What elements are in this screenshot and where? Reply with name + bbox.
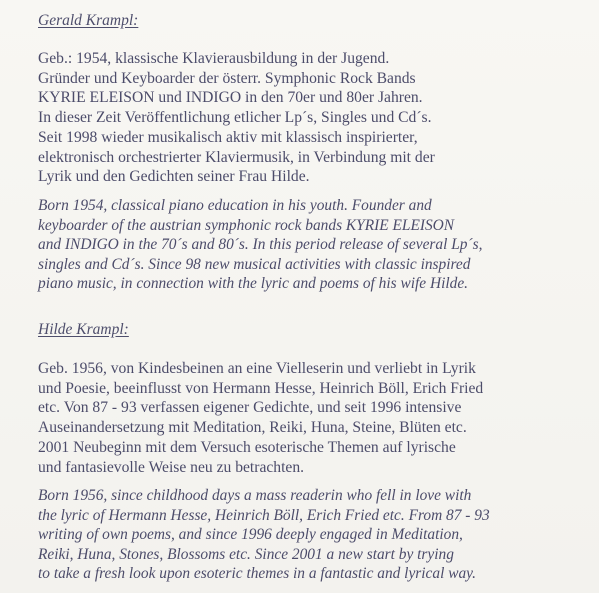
bio-line: and INDIGO in the 70´s and 80´s. In this period release of several Lp´s, <box>38 236 483 254</box>
bio-line: Geb. 1956, von Kindesbeinen an eine Vielleserin und verliebt in Lyrik <box>38 360 476 377</box>
hilde-english-bio <box>38 486 490 584</box>
bio-line: keyboarder of the austrian symphonic rock bands KYRIE ELEISON <box>38 216 455 234</box>
bio-line: singles and Cd´s. Since 98 new musical activities with classic inspired <box>38 255 471 273</box>
bio-line: Seit 1998 wieder musikalisch aktiv mit klassisch inspirierter, <box>38 128 418 146</box>
gerald-german-bio <box>38 49 435 187</box>
bio-line: Born 1956, since childhood days a mass readerin who fell in love with <box>38 487 472 504</box>
bio-line: Reiki, Huna, Stones, Blossoms etc. Since 2001 a new start by trying <box>38 545 454 563</box>
bio-line: elektronisch orchestrierter Klaviermusik, in Verbindung mit der <box>38 148 435 166</box>
hilde-german-bio <box>38 359 483 477</box>
bio-line: Auseinandersetzung mit Meditation, Reiki, Huna, Steine, Blüten etc. <box>38 419 467 437</box>
bio-line: writing of own poems, and since 1996 deeply engaged in Meditation, <box>38 526 463 544</box>
bio-line: 2001 Neubeginn mit dem Versuch esoterische Themen auf lyrische <box>38 438 456 456</box>
bio-line: Geb.: 1954, klassische Klavierausbildung in der Jugend. <box>38 50 390 67</box>
bio-line: the lyric of Hermann Hesse, Heinrich Böll, Erich Fried etc. From 87 - 93 <box>38 506 490 524</box>
gerald-english-bio <box>38 196 482 294</box>
bio-line: und fantasievolle Weise neu zu betrachten. <box>38 458 305 476</box>
bio-line: to take a fresh look upon esoteric themes in a fantastic and lyrical way. <box>38 565 476 583</box>
bio-line: KYRIE ELEISON und INDIGO in den 70er und 80er Jahren. <box>38 89 423 107</box>
bio-line: Lyrik und den Gedichten seiner Frau Hilde. <box>38 168 310 186</box>
bio-line: In dieser Zeit Veröffentlichung etlicher Lp´s, Singles und Cd´s. <box>38 109 432 127</box>
hilde-heading: Hilde Krampl: <box>38 321 129 338</box>
gerald-heading: Gerald Krampl: <box>38 12 139 29</box>
bio-line: Gründer und Keyboarder der österr. Symphonic Rock Bands <box>38 69 416 87</box>
bio-line: etc. Von 87 - 93 verfassen eigener Gedichte, und seit 1996 intensive <box>38 399 462 417</box>
bio-line: piano music, in connection with the lyric and poems of his wife Hilde. <box>38 275 469 293</box>
bio-line: Born 1954, classical piano education in his youth. Founder and <box>38 197 432 214</box>
bio-line: und Poesie, beeinflusst von Hermann Hesse, Heinrich Böll, Erich Fried <box>38 379 484 397</box>
